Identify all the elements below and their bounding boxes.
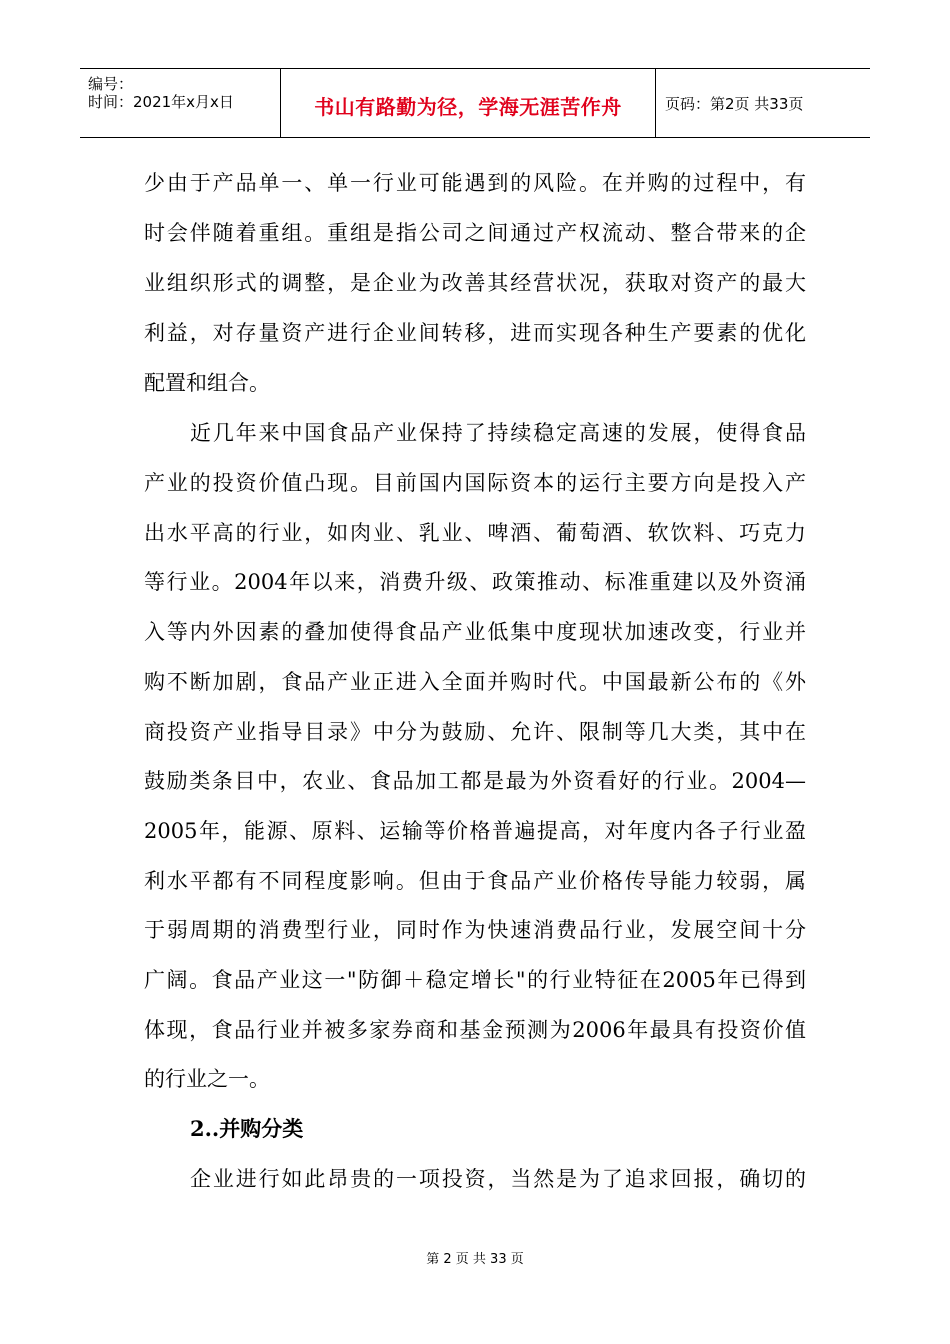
text-line: 少由于产品单一、单一行业可能遇到的风险。在并购的过程中，有 [144,171,806,195]
document-header [80,68,870,138]
doc-date-label: 时间：2021年x月x日 [88,93,234,111]
text-line: 鼓励类条目中，农业、食品加工都是最为外资看好的行业。2004— [144,769,806,793]
text-line: 广阔。食品产业这一"防御＋稳定增长"的行业特征在2005年已得到 [144,968,806,992]
text-line: 产业的投资价值凸现。目前国内国际资本的运行主要方向是投入产 [144,471,806,495]
header-right-cell [655,69,870,137]
text-line: 出水平高的行业，如肉业、乳业、啤酒、葡萄酒、软饮料、巧克力 [144,521,806,545]
header-page-info: 页码：第2页 共33页 [665,95,804,113]
header-motto: 书山有路勤为径，学海无涯苦作舟 [314,95,622,119]
text-line: 时会伴随着重组。重组是指公司之间通过产权流动、整合带来的企 [144,221,806,245]
text-line: 2005年，能源、原料、运输等价格普遍提高，对年度内各子行业盈 [144,819,806,843]
text-line: 配置和组合。 [144,371,270,395]
text-line: 商投资产业指导目录》中分为鼓励、允许、限制等几大类，其中在 [144,720,806,744]
text-line: 近几年来中国食品产业保持了持续稳定高速的发展，使得食品 [190,421,806,445]
text-line: 入等内外因素的叠加使得食品产业低集中度现状加速改变，行业并 [144,620,806,644]
section-heading: 2..并购分类 [190,1116,304,1141]
text-line: 企业进行如此昂贵的一项投资，当然是为了追求回报，确切的 [190,1167,806,1191]
text-line: 的行业之一。 [144,1067,270,1091]
page-footer: 第 2 页 共 33 页 [426,1252,524,1267]
text-line: 利水平都有不同程度影响。但由于食品产业价格传导能力较弱，属 [144,869,806,893]
text-line: 于弱周期的消费型行业，同时作为快速消费品行业，发展空间十分 [144,918,806,942]
text-line: 利益，对存量资产进行企业间转移，进而实现各种生产要素的优化 [144,321,806,345]
text-line: 等行业。2004年以来，消费升级、政策推动、标准重建以及外资涌 [144,570,806,594]
text-line: 购不断加剧，食品产业正进入全面并购时代。中国最新公布的《外 [144,670,806,694]
header-left-cell [80,69,280,137]
header-middle-cell [280,69,656,137]
doc-number-label: 编号： [88,75,134,93]
text-line: 业组织形式的调整，是企业为改善其经营状况，获取对资产的最大 [144,271,806,295]
text-line: 体现，食品行业并被多家券商和基金预测为2006年最具有投资价值 [144,1018,806,1042]
